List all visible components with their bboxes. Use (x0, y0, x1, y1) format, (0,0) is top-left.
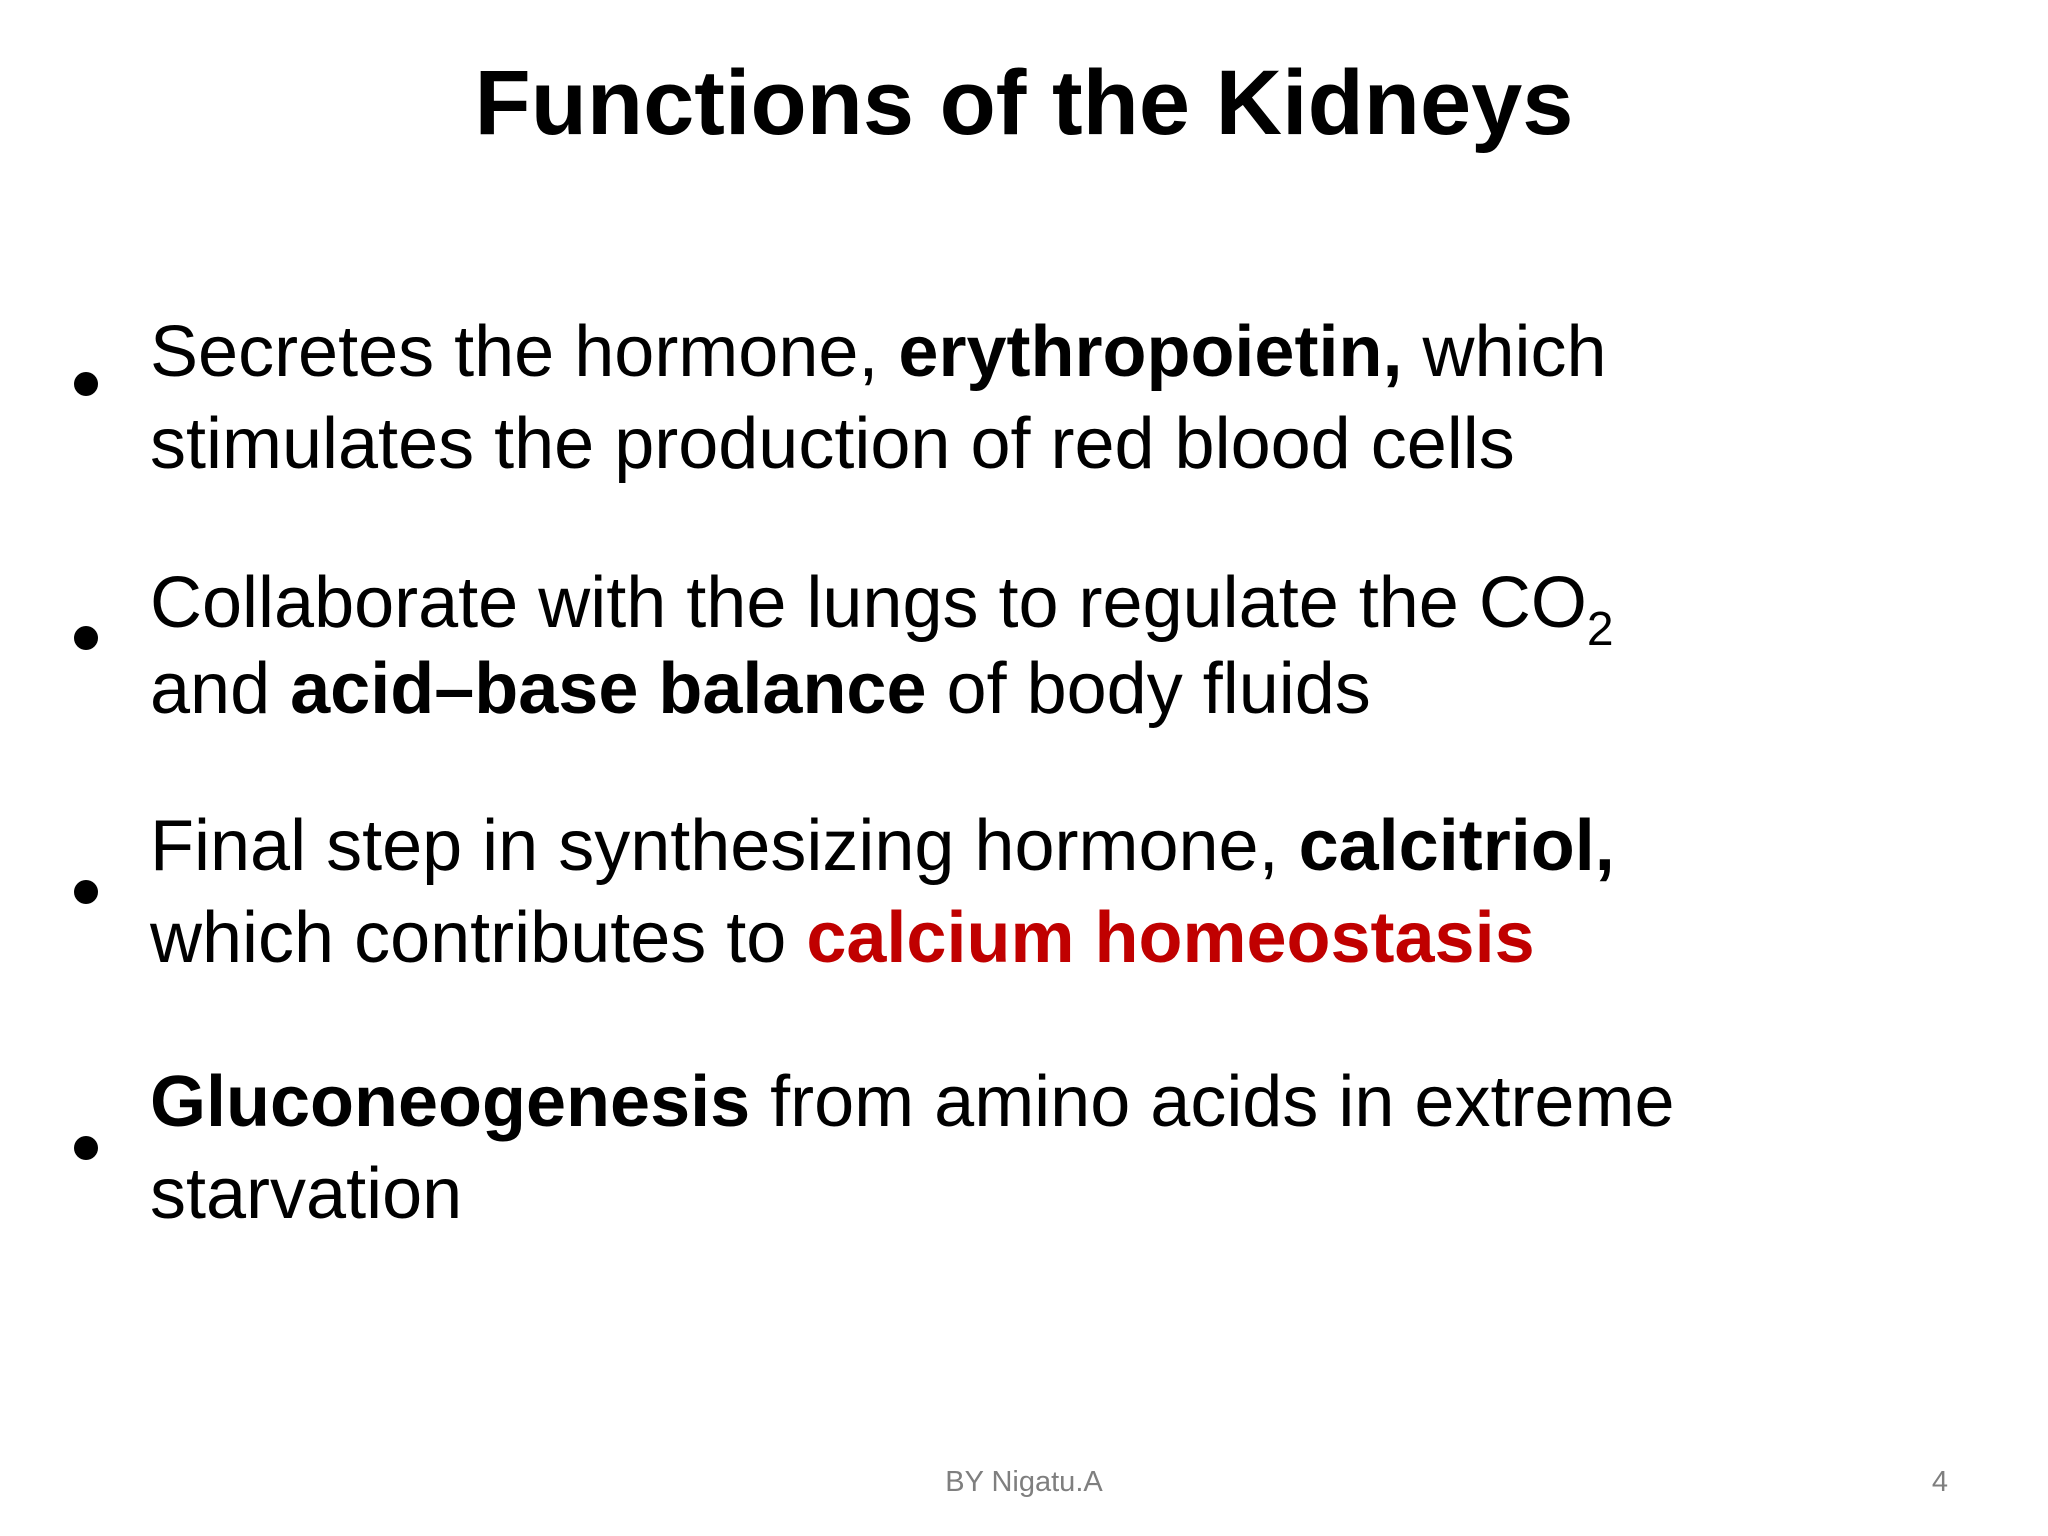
bullet-dot (74, 880, 98, 904)
subscript: 2 (1586, 603, 1614, 656)
bullet-bold-term: erythropoietin, (898, 312, 1403, 392)
bullet-gluconeogenesis (150, 1056, 1950, 1240)
bullet-acid-base (150, 560, 1950, 732)
bullet-text: which contributes to (150, 898, 807, 978)
bullet-calcitriol (150, 800, 1950, 984)
bullet-dot (74, 372, 98, 396)
bullet-text: stimulates the production of red blood cells (150, 404, 1515, 484)
bullet-text: Secretes the hormone, (150, 312, 899, 392)
bullet-text: starvation (150, 1154, 463, 1234)
bullet-text: Final step in synthesizing hormone, (150, 806, 1299, 886)
footer-author: BY Nigatu.A (945, 1466, 1103, 1498)
bullet-bold-term: Gluconeogenesis (150, 1062, 751, 1142)
bullet-bold-term: acid–base balance (290, 649, 927, 729)
bullet-text: Collaborate with the lungs to regulate the CO (150, 563, 1587, 643)
bullet-highlight-term: calcium homeostasis (806, 898, 1535, 978)
bullet-bold-term: calcitriol, (1298, 806, 1615, 886)
bullet-text: from amino acids in extreme (750, 1062, 1675, 1142)
bullet-dot (74, 626, 98, 650)
bullet-erythropoietin (150, 306, 1950, 490)
slide-title: Functions of the Kidneys (474, 52, 1574, 154)
bullet-text: of body fluids (926, 649, 1371, 729)
page-number: 4 (1931, 1466, 1948, 1498)
bullet-text: which (1402, 312, 1607, 392)
bullet-dot (74, 1136, 98, 1160)
bullet-text: and (150, 649, 291, 729)
